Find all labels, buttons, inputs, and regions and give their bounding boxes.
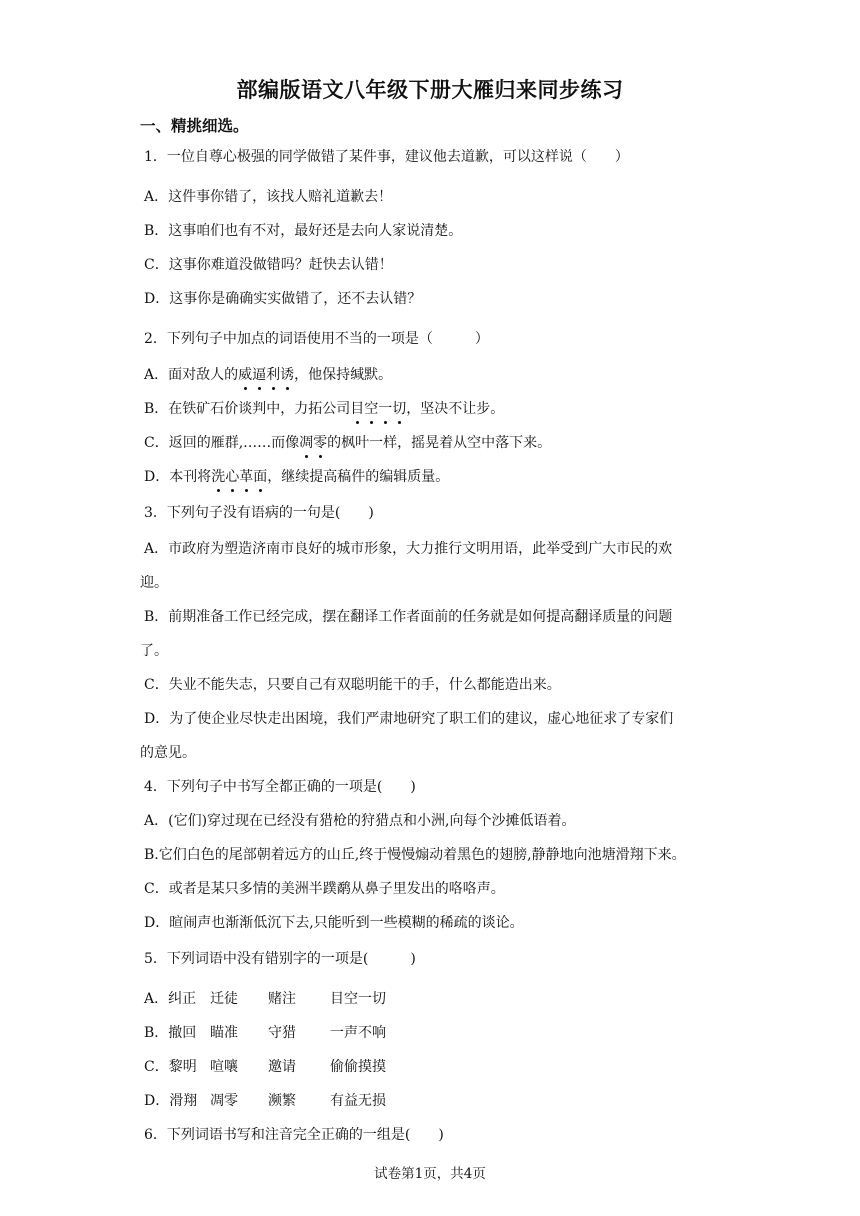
- word: 守猎: [268, 1025, 296, 1041]
- question-6-stem: 6．下列词语书写和注音完全正确的一组是( ): [144, 1127, 444, 1143]
- question-2-option-d[interactable]: [144, 466, 449, 486]
- dotted-char: 诱: [280, 364, 294, 384]
- word: 偷偷摸摸: [330, 1059, 386, 1075]
- question-3-stem: 3．下列句子没有语病的一句是( ): [144, 505, 374, 521]
- word: 目空一切: [330, 991, 386, 1007]
- option-text: ，他保持缄默。: [294, 367, 393, 383]
- question-2-option-a[interactable]: [144, 364, 392, 384]
- word: 一声不响: [330, 1025, 386, 1041]
- word: 凋零: [210, 1093, 238, 1109]
- option-text: B．在铁矿石价谈判中，力拓公司: [144, 401, 351, 417]
- dotted-word: [350, 401, 406, 417]
- question-2-option-c[interactable]: [144, 432, 551, 452]
- dotted-char: 威: [238, 364, 252, 384]
- word: A．纠正: [144, 991, 197, 1007]
- question-3-option-d[interactable]: D．为了使企业尽快走出困境，我们严肃地研究了职工们的建议，虚心地征求了专家们: [144, 711, 674, 727]
- word: 邀请: [268, 1059, 296, 1075]
- word: 濒繁: [268, 1093, 296, 1109]
- question-2-option-b[interactable]: [144, 398, 504, 418]
- question-3-option-a[interactable]: A．市政府为塑造济南市良好的城市形象，大力推行文明用语，此举受到广大市民的欢: [144, 541, 673, 557]
- page-footer: 试卷第1页，共4页: [374, 1166, 486, 1182]
- dotted-char: 逼: [252, 364, 266, 384]
- word: 瞄准: [210, 1025, 238, 1041]
- dotted-char: 空: [364, 398, 378, 418]
- word: D．滑翔: [144, 1093, 198, 1109]
- question-4-option-a[interactable]: A．(它们)穿过现在已经没有猎枪的狩猎点和小洲,向每个沙摊低语着。: [144, 813, 576, 829]
- question-4-stem: 4．下列句子中书写全都正确的一项是( ): [144, 779, 416, 795]
- word: C．黎明: [144, 1059, 197, 1075]
- question-3-option-b[interactable]: B．前期准备工作已经完成，摆在翻译工作者面前的任务就是如何提高翻译质量的问题: [144, 609, 673, 625]
- question-5-option-c[interactable]: [144, 1056, 386, 1076]
- option-text: A．面对敌人的: [144, 367, 239, 383]
- dotted-char: 面: [253, 466, 267, 486]
- question-5-option-b[interactable]: [144, 1022, 386, 1042]
- option-text: 的枫叶一样，摇晃着从空中落下来。: [327, 435, 552, 451]
- question-4-option-d[interactable]: D．暄闹声也渐渐低沉下去,只能听到一些模糊的稀疏的谈论。: [144, 915, 524, 931]
- question-5-option-a[interactable]: [144, 988, 386, 1008]
- question-3-option-a-continued: 迎。: [140, 575, 168, 591]
- word: 喧嚷: [210, 1059, 238, 1075]
- dotted-char: 洗: [211, 466, 225, 486]
- question-4-option-c[interactable]: C．或者是某只多情的美洲半蹼鹬从鼻子里发出的咯咯声。: [144, 881, 505, 897]
- question-2-stem: 2．下列句子中加点的词语使用不当的一项是（ ）: [144, 331, 489, 347]
- dotted-char: 凋: [299, 432, 313, 452]
- option-text: C．返回的雁群,……而像: [144, 435, 300, 451]
- page-title: 部编版语文八年级下册大雁归来同步练习: [236, 78, 624, 102]
- dotted-word: [238, 367, 294, 383]
- word: 迁徒: [210, 991, 238, 1007]
- question-3-option-d-continued: 的意见。: [140, 745, 196, 761]
- dotted-char: 切: [392, 398, 406, 418]
- dotted-char: 利: [266, 364, 280, 384]
- word: B．撤回: [144, 1025, 197, 1041]
- question-1-option-d[interactable]: D．这事你是确确实实做错了，还不去认错？: [144, 291, 422, 307]
- dotted-char: 目: [350, 398, 364, 418]
- question-4-option-b[interactable]: B.它们白色的尾部朝着远方的山丘,终于慢慢煽动着黑色的翅膀,静静地向池塘滑翔下来。: [144, 847, 686, 863]
- section-heading: 一、精挑细选。: [140, 117, 249, 135]
- question-3-option-b-continued: 了。: [140, 643, 168, 659]
- question-1-option-c[interactable]: C．这事你难道没做错吗？赶快去认错！: [144, 257, 393, 273]
- option-text: D．本刊将: [144, 469, 212, 485]
- word: 赌注: [268, 991, 296, 1007]
- question-1-option-b[interactable]: B．这事咱们也有不对，最好还是去向人家说清楚。: [144, 223, 463, 239]
- option-text: ，继续提高稿件的编辑质量。: [267, 469, 450, 485]
- word: 有益无损: [330, 1093, 386, 1109]
- dotted-char: 革: [239, 466, 253, 486]
- dotted-char: 一: [378, 398, 392, 418]
- question-5-option-d[interactable]: [144, 1090, 386, 1110]
- dotted-char: 心: [225, 466, 239, 486]
- dotted-char: 零: [313, 432, 327, 452]
- question-3-option-c[interactable]: C．失业不能失志，只要自己有双聪明能干的手，什么都能造出来。: [144, 677, 561, 693]
- dotted-word: [299, 435, 327, 451]
- dotted-word: [211, 469, 267, 485]
- option-text: ，坚决不让步。: [406, 401, 505, 417]
- question-1-option-a[interactable]: A．这件事你错了，该找人赔礼道歉去！: [144, 189, 393, 205]
- question-5-stem: 5．下列词语中没有错别字的一项是( ): [144, 951, 416, 967]
- question-1-stem: 1．一位自尊心极强的同学做错了某件事，建议他去道歉，可以这样说（ ）: [144, 149, 629, 165]
